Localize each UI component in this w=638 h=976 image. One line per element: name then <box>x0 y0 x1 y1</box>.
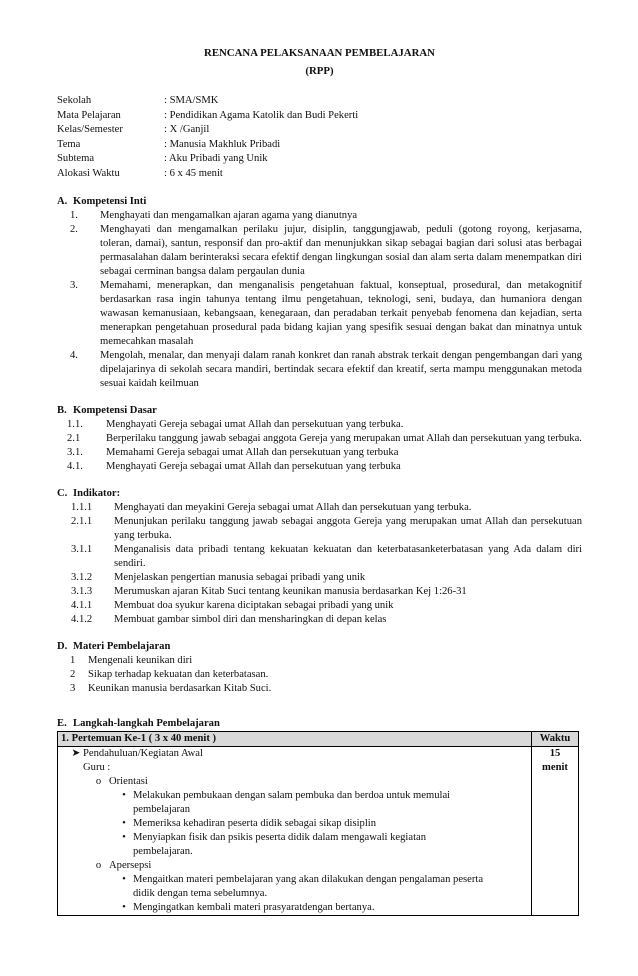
list-item <box>57 349 582 391</box>
meta-row <box>57 152 582 167</box>
list-item <box>57 682 582 696</box>
section-kompetensi-dasar <box>57 404 582 474</box>
list-item <box>57 279 582 349</box>
orientasi-line <box>61 775 528 789</box>
item-text: Menjelaskan pengertian manusia sebagai pribadi yang unik <box>114 571 366 583</box>
meta-key: Subtema <box>57 153 95 165</box>
section-kompetensi-inti <box>57 195 582 391</box>
list-item <box>61 831 528 859</box>
section-heading <box>57 640 582 654</box>
identity-block <box>57 94 582 182</box>
pendahuluan-line <box>61 747 528 761</box>
item-text: Melakukan pembukaan dengan salam pembuka dan berdoa untuk memulai pembelajaran <box>133 789 451 815</box>
item-text: Menyiapkan fisik dan psikis peserta didik dalam mengawali kegiatan pembelajaran. <box>133 831 427 857</box>
item-number: 3.1.2 <box>71 571 93 583</box>
list-item <box>57 543 582 571</box>
section-title: Langkah-langkah Pembelajaran <box>73 717 220 729</box>
item-number: 1 <box>70 654 76 666</box>
section-title: Indikator: <box>73 487 121 499</box>
list-item <box>57 571 582 585</box>
list-item <box>57 432 582 446</box>
meta-value: : Pendidikan Agama Katolik dan Budi Pekerti <box>164 109 359 121</box>
item-number: 4.1. <box>67 460 83 472</box>
meta-row <box>57 94 582 109</box>
meta-value: : Aku Pribadi yang Unik <box>164 153 268 165</box>
title-line-1: RENCANA PELAKSANAAN PEMBELAJARAN <box>204 47 435 59</box>
item-text: Keunikan manusia berdasarkan Kitab Suci. <box>88 682 272 694</box>
dot-bullet-icon: • <box>122 789 126 801</box>
section-letter: A. <box>57 195 68 207</box>
section-indikator <box>57 487 582 627</box>
item-text: Menganalisis data pribadi tentang kekuatan kekuatan dan keterbatasanketerbatasan yang Ada dalam diri sendiri. <box>114 543 582 569</box>
item-text: Sikap terhadap kekuatan dan keterbatasan. <box>88 668 269 680</box>
item-text: Membuat doa syukur karena diciptakan sebagai pribadi yang unik <box>114 599 394 611</box>
section-langkah-pembelajaran <box>57 717 582 916</box>
waktu-value: 15 <box>549 747 561 759</box>
circle-bullet-icon: o <box>95 859 102 871</box>
document-title <box>57 44 582 80</box>
item-number: 2 <box>70 668 76 680</box>
meta-row <box>57 109 582 124</box>
meta-row <box>57 123 582 138</box>
item-text: Merumuskan ajaran Kitab Suci tentang keunikan manusia berdasarkan Kej 1:26-31 <box>114 585 467 597</box>
item-text: Menghayati Gereja sebagai umat Allah dan persekutuan yang terbuka <box>106 460 401 472</box>
meta-key: Sekolah <box>57 95 92 106</box>
dot-bullet-icon: • <box>122 831 126 843</box>
dot-bullet-icon: • <box>122 901 126 913</box>
item-number: 4. <box>70 349 78 361</box>
waktu-header: Waktu <box>532 731 579 746</box>
item-text: Berperilaku tanggung jawab sebagai anggota Gereja yang merupakan umat Allah dan persekutuan yang terbuka. <box>106 432 582 444</box>
item-number: 2. <box>70 223 78 235</box>
list-item <box>57 223 582 279</box>
item-number: 3.1.3 <box>71 585 93 597</box>
activity-cell <box>58 746 532 915</box>
list-item <box>57 668 582 682</box>
item-number: 2.1.1 <box>71 515 93 527</box>
list-item <box>57 654 582 668</box>
arrow-bullet-icon: ➤ <box>71 747 81 759</box>
item-text: Mengenali keunikan diri <box>88 654 193 666</box>
item-number: 1.1.1 <box>71 501 93 513</box>
item-text: Menghayati dan mengamalkan ajaran agama yang dianutnya <box>100 209 358 221</box>
list-item <box>57 585 582 599</box>
section-heading <box>57 717 582 731</box>
item-text: Mengolah, menalar, dan menyaji dalam ranah konkret dan ranah abstrak terkait dengan pengembangan dari yang dipelajarinya di sekolah secara mandiri, bertindak secara efektif dan kreatif, serta mampu menggunakan metoda sesuai kaidah keilmuan <box>100 349 582 389</box>
item-number: 1.1. <box>67 418 83 430</box>
pendahuluan-label: Pendahuluan/Kegiatan Awal <box>83 747 203 759</box>
circle-bullet-icon: o <box>95 775 102 787</box>
meta-value: : X /Ganjil <box>164 124 210 136</box>
item-text: Memeriksa kehadiran peserta didik sebagai sikap disiplin <box>133 817 376 829</box>
waktu-cell <box>532 746 579 915</box>
title-line-2: (RPP) <box>305 65 334 77</box>
item-number: 4.1.1 <box>71 599 93 611</box>
item-number: 3. <box>70 279 78 291</box>
list-item <box>57 501 582 515</box>
item-number: 3 <box>70 682 76 694</box>
list-item <box>57 515 582 543</box>
section-title: Kompetensi Inti <box>73 195 147 207</box>
item-text: Membuat gambar simbol diri dan mensharingkan di depan kelas <box>114 613 387 625</box>
meta-value: : SMA/SMK <box>164 95 219 106</box>
item-text: Menghayati Gereja sebagai umat Allah dan persekutuan yang terbuka. <box>106 418 404 430</box>
list-item <box>61 789 528 817</box>
apersepsi-label: Apersepsi <box>109 859 152 871</box>
list-item <box>57 209 582 223</box>
section-title: Kompetensi Dasar <box>73 404 157 416</box>
dot-bullet-icon: • <box>122 817 126 829</box>
table-header-row <box>58 731 579 746</box>
dot-bullet-icon: • <box>122 873 126 885</box>
waktu-unit: menit <box>542 761 568 773</box>
item-number: 3.1.1 <box>71 543 93 555</box>
apersepsi-line <box>61 859 528 873</box>
meeting-header: 1. Pertemuan Ke-1 ( 3 x 40 menit ) <box>58 731 532 746</box>
item-text: Menghayati dan mengamalkan perilaku jujur, disiplin, tanggungjawab, peduli (gotong royong, kerjasama, toleran, damai), santun, responsif dan pro-aktif dan menunjukkan sikap sebagai bagian dari solusi atas berbagai permasalahan dalam berinteraksi secara efektif dengan lingkungan sosial dan alam serta dalam menempatkan diri sebagai cerminan bangsa dalam pergaulan dunia <box>100 223 582 277</box>
item-number: 4.1.2 <box>71 613 93 625</box>
meta-row <box>57 167 582 182</box>
document-page <box>57 44 582 916</box>
item-number: 2.1 <box>67 432 81 444</box>
item-number: 3.1. <box>67 446 83 458</box>
section-letter: D. <box>57 640 68 652</box>
list-item <box>61 873 528 901</box>
list-item <box>57 446 582 460</box>
table-row <box>58 746 579 915</box>
section-letter: E. <box>57 717 67 729</box>
meta-key: Alokasi Waktu <box>57 167 120 179</box>
list-item <box>61 817 528 831</box>
item-text: Mengingatkan kembali materi prasyaratdengan bertanya. <box>133 901 375 913</box>
meta-key: Mata Pelajaran <box>57 109 121 121</box>
meta-key: Tema <box>57 138 81 150</box>
guru-label: Guru : <box>83 761 111 773</box>
section-heading <box>57 487 582 501</box>
item-text: Menghayati dan meyakini Gereja sebagai umat Allah dan persekutuan yang terbuka. <box>114 501 472 513</box>
section-heading <box>57 404 582 418</box>
orientasi-label: Orientasi <box>109 775 148 787</box>
section-letter: B. <box>57 404 67 416</box>
list-item <box>57 418 582 432</box>
meta-key: Kelas/Semester <box>57 124 123 136</box>
list-item <box>57 613 582 627</box>
meta-value: : 6 x 45 menit <box>164 167 223 179</box>
item-text: Memahami Gereja sebagai umat Allah dan persekutuan yang terbuka <box>106 446 399 458</box>
section-heading <box>57 195 582 209</box>
item-text: Memahami, menerapkan, dan menganalisis pengetahuan faktual, konseptual, prosedural, dan metakognitif berdasarkan rasa ingin tahunya tentang ilmu pengetahuan, teknologi, seni, budaya, dan humaniora dengan wawasan kemanusiaan, kebangsaan, kenegaraan, dan peradaban terkait penyebab fenomena dan kejadian, serta menerapkan pengetahuan prosedural pada bidang kajian yang spesifik sesuai dengan bakat dan minatnya untuk memecahkan masalah <box>100 279 582 347</box>
item-text: Mengaitkan materi pembelajaran yang akan dilakukan dengan pengalaman peserta didik dengan tema sebelumnya. <box>133 873 484 899</box>
section-letter: C. <box>57 487 68 499</box>
section-materi-pembelajaran <box>57 640 582 696</box>
list-item <box>57 460 582 474</box>
list-item <box>61 901 528 915</box>
meta-row <box>57 138 582 153</box>
steps-table <box>57 731 579 916</box>
meta-value: : Manusia Makhluk Pribadi <box>164 138 281 150</box>
item-text: Menunjukan perilaku tanggung jawab sebagai anggota Gereja yang merupakan umat Allah dan persekutuan yang terbuka. <box>114 515 582 541</box>
item-number: 1. <box>70 209 78 221</box>
list-item <box>57 599 582 613</box>
section-title: Materi Pembelajaran <box>73 640 171 652</box>
